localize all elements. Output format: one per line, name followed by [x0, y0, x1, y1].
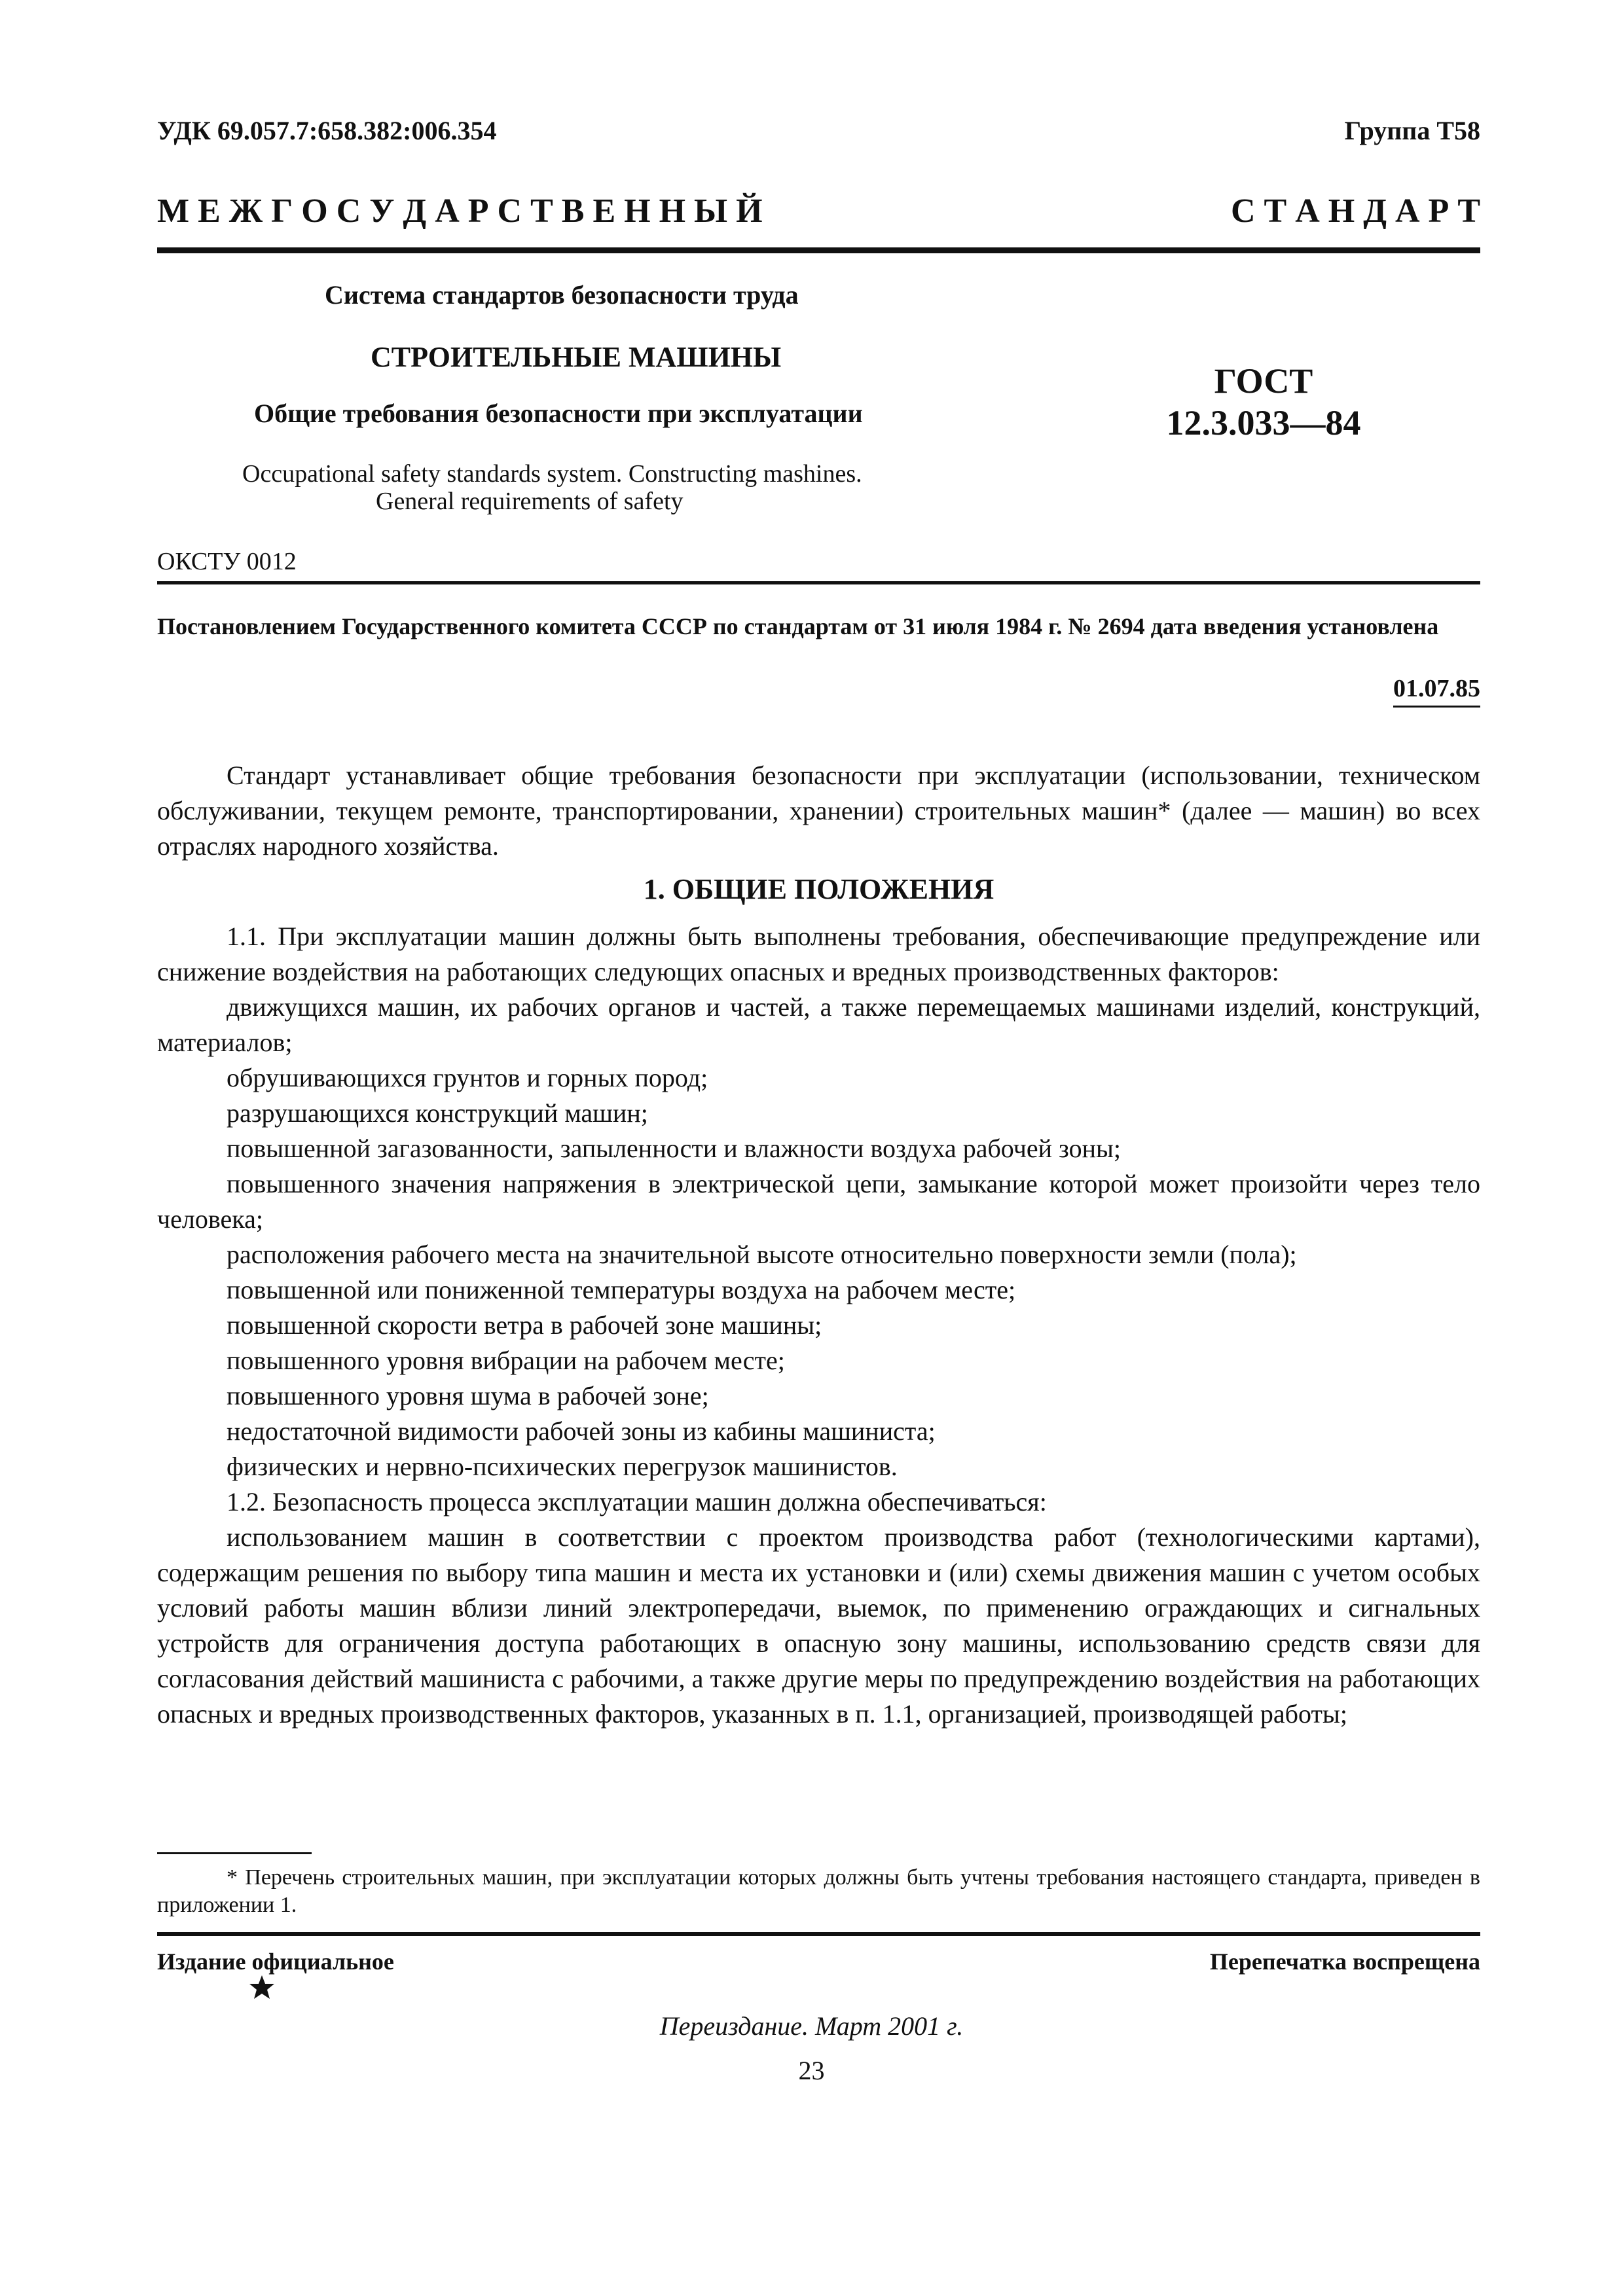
gost-label: ГОСТ — [1214, 361, 1313, 401]
page-number: 23 — [798, 2056, 825, 2085]
document-title: СТРОИТЕЛЬНЫЕ МАШИНЫ — [371, 341, 782, 373]
factor-item: недостаточной видимости рабочей зоны из кабины машиниста; — [227, 1416, 936, 1446]
gost-designation — [1152, 360, 1375, 444]
factor-item: обрушивающихся грунтов и горных пород; — [227, 1063, 708, 1092]
gost-number: 12.3.033—84 — [1166, 403, 1361, 442]
factor-item: разрушающихся конструкций машин; — [227, 1098, 648, 1128]
banner-word-standard: С Т А Н Д А Р Т — [1230, 192, 1480, 230]
star-icon — [249, 1974, 275, 2000]
reprint-prohibited-label: Перепечатка воспрещена — [1209, 1948, 1480, 1975]
decree-text: Постановлением Государственного комитета СССР по стандартам от 31 июля 1984 г. № 2694 дата введения установлена — [157, 613, 1439, 639]
introduction-date: 01.07.85 — [1393, 674, 1480, 708]
standards-system-title: Система стандартов безопасности труда — [325, 280, 799, 310]
factor-item: физических и нервно-психических перегрузок машинистов. — [227, 1452, 898, 1481]
factor-item: расположения рабочего места на значительной высоте относительно поверхности земли (пола); — [227, 1240, 1297, 1269]
clause-1-2-item: использованием машин в соответствии с проектом производства работ (технологическими картами), содержащим решения по выбору типа машин и места их установки и (или) схемы движения машин с учетом особых условий работы машин вблизи линий электропередачи, выемок, по применению ограждающих и сигнальных устройств для ограничения доступа работающих в опасную зону машины, использованию средств связи для согласования действий машиниста с рабочими, а также другие меры по предупреждению воздействия на работающих опасных и вредных производственных факторов, указанных в п. 1.1, организацией, производящей работы; — [157, 1522, 1480, 1729]
footnote-rule — [157, 1852, 312, 1854]
title-block-rule — [157, 581, 1480, 584]
english-title-line-2: General requirements of safety — [376, 488, 684, 515]
official-edition-label: Издание официальное — [157, 1948, 394, 1975]
clause-1-1: 1.1. При эксплуатации машин должны быть выполнены требования, обеспечивающие предупреждение или снижение воздействия на работающих следующих опасных и вредных производственных факторов: — [157, 922, 1480, 986]
header-rule — [157, 247, 1480, 253]
footer-rule — [157, 1932, 1480, 1936]
factor-item: повышенного значения напряжения в электрической цепи, замыкание которой может произойти через тело человека; — [157, 1169, 1480, 1234]
factor-item: повышенной или пониженной температуры воздуха на рабочем месте; — [227, 1275, 1016, 1304]
factor-item: повышенного уровня вибрации на рабочем месте; — [227, 1346, 785, 1375]
clause-1-2: 1.2. Безопасность процесса эксплуатации машин должна обеспечиваться: — [227, 1487, 1047, 1516]
intro-paragraph: Стандарт устанавливает общие требования безопасности при эксплуатации (использовании, техническом обслуживании, текущем ремонте, транспортировании, хранении) строительных машин* (далее — машин) во всех отраслях народного хозяйства. — [157, 761, 1480, 861]
english-title-line-1: Occupational safety standards system. Constructing mashines. — [242, 460, 862, 488]
factor-item: движущихся машин, их рабочих органов и частей, а также перемещаемых машинами изделий, конструкций, материалов; — [157, 992, 1480, 1057]
factor-item: повышенной скорости ветра в рабочей зоне машины; — [227, 1310, 822, 1340]
footnote: * Перечень строительных машин, при эксплуатации которых должны быть учтены требования настоящего стандарта, приведен в приложении 1. — [157, 1865, 1480, 1917]
factor-item: повышенной загазованности, запыленности и влажности воздуха рабочей зоны; — [227, 1134, 1121, 1163]
body-text — [157, 758, 1480, 1732]
reissue-note: Переиздание. Март 2001 г. — [659, 2011, 964, 2041]
udk-code: УДК 69.057.7:658.382:006.354 — [157, 116, 497, 145]
group-code: Группа Т58 — [1344, 116, 1480, 145]
factor-item: повышенного уровня шума в рабочей зоне; — [227, 1381, 709, 1410]
banner-word-interstate: М Е Ж Г О С У Д А Р С Т В Е Н Н Ы Й — [157, 192, 763, 230]
okstu-code: ОКСТУ 0012 — [157, 548, 297, 575]
interstate-standard-banner — [157, 191, 1480, 230]
document-subtitle: Общие требования безопасности при эксплуатации — [254, 399, 863, 428]
section-heading: 1. ОБЩИЕ ПОЛОЖЕНИЯ — [643, 873, 994, 905]
